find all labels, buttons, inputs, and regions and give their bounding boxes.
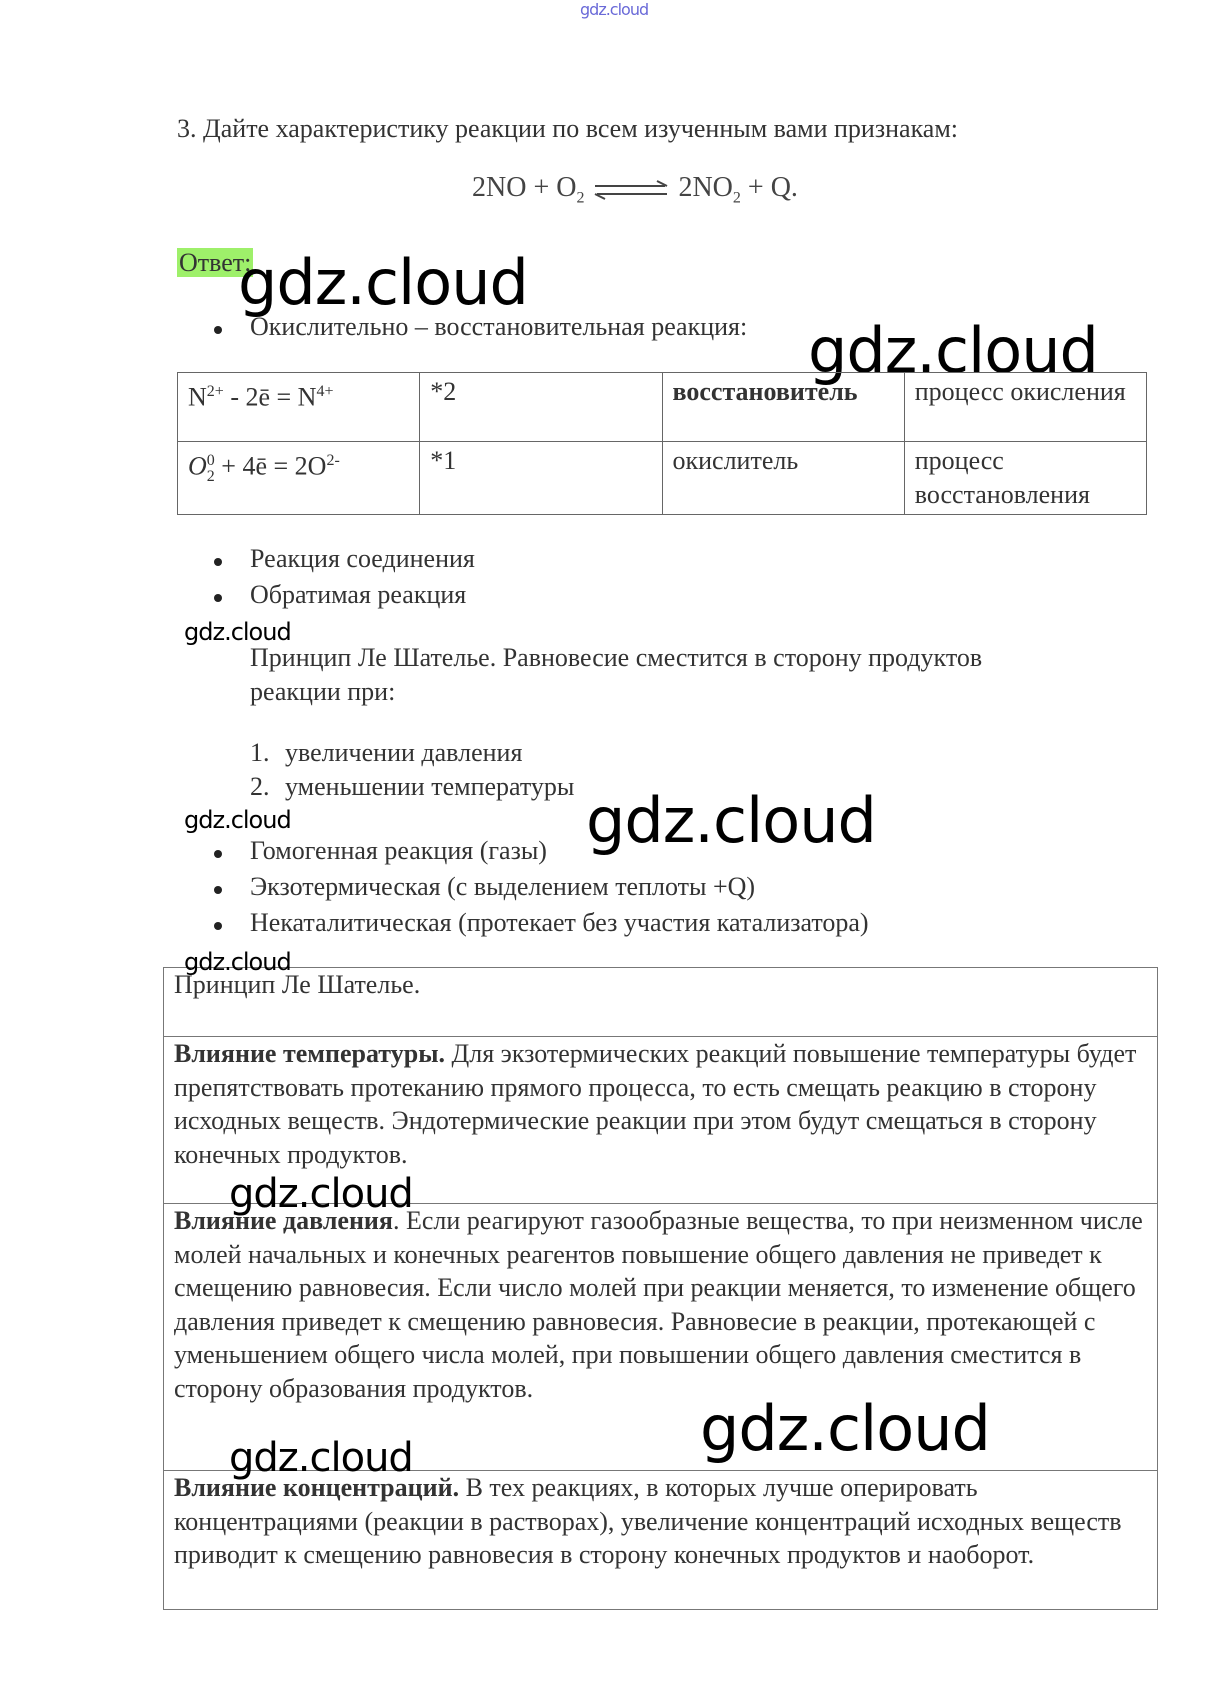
eq-sub2: 2 <box>732 189 741 207</box>
watermark: gdz.cloud <box>184 806 291 834</box>
box-title: Принцип Ле Шателье. <box>164 968 1158 1037</box>
bullet-icon <box>214 922 222 930</box>
watermark: gdz.cloud <box>184 618 291 646</box>
watermark: gdz.cloud <box>586 784 876 857</box>
bullet-item: Экзотермическая (с выделением теплоты +Q) <box>250 872 756 901</box>
answer-highlight: Ответ: <box>179 248 252 277</box>
bullet-icon <box>214 326 222 334</box>
le-chatelier-box <box>163 967 1158 1610</box>
table-row <box>178 442 1147 515</box>
reversible-arrow-icon <box>591 178 671 202</box>
cell-equation: $O^0_2$ + 4ē = $2O^{2-}$ <box>178 442 420 515</box>
bullet-item: Гомогенная реакция (газы) <box>250 836 547 865</box>
reaction-equation <box>472 172 798 208</box>
eq-right: 2NO <box>678 172 733 203</box>
le-chatelier-line1: Принцип Ле Шателье. Равновесие сместится в сторону продуктов <box>250 643 983 672</box>
watermark-top: gdz.cloud <box>580 0 649 19</box>
bullet-icon <box>214 558 222 566</box>
question-text: 3. Дайте характеристику реакции по всем изученным вами признакам: <box>177 114 959 143</box>
numbered-number: 1. <box>250 738 270 767</box>
cell-factor: *1 <box>420 442 662 515</box>
bullet-icon <box>214 886 222 894</box>
watermark: gdz.cloud <box>808 314 1098 387</box>
numbered-item: увеличении давления <box>285 738 523 767</box>
watermark: gdz.cloud <box>184 948 291 976</box>
bullet-icon <box>214 850 222 858</box>
bullet-icon <box>214 594 222 602</box>
cell-process: процесс окисления <box>904 373 1146 442</box>
watermark: gdz.cloud <box>229 1171 413 1217</box>
box-row <box>164 1204 1158 1471</box>
numbered-number: 2. <box>250 772 270 801</box>
redox-table <box>177 372 1147 515</box>
cell-role: восстановитель <box>662 373 904 442</box>
cell-process: процесс восстановления <box>904 442 1146 515</box>
bullet-item: Реакция соединения <box>250 544 475 573</box>
eq-tail: + Q. <box>740 172 798 203</box>
bullet-item: Некаталитическая (протекает без участия катализатора) <box>250 908 869 937</box>
cell-factor: *2 <box>420 373 662 442</box>
numbered-item: уменьшении температуры <box>285 772 575 801</box>
box-row <box>164 968 1158 1037</box>
eq-left: 2NO + O <box>472 172 577 203</box>
box-pressure: Влияние давления. Если реагируют газообразные вещества, то при неизменном числе молей начальных и конечных реагентов повышение общего давления не приведет к смещению равновесия. Если число молей при реакции меняется, то изменение общего давления приведет к смещению равновесия. Равновесие в реакции, протекающей с уменьшением общего числа молей, при повышении общего давления сместится в сторону образования продуктов. <box>164 1204 1158 1471</box>
bullet-redox: Окислительно – восстановительная реакция: <box>250 312 748 341</box>
watermark: gdz.cloud <box>700 1392 990 1465</box>
box-temperature: Влияние температуры. Для экзотермических реакций повышение температуры будет препятствовать протеканию прямого процесса, то есть смещать реакцию в сторону исходных веществ. Эндотермические реакции при этом будут смещаться в сторону конечных продуктов. <box>164 1037 1158 1204</box>
watermark: gdz.cloud <box>229 1435 413 1481</box>
le-chatelier-line2: реакции при: <box>250 677 396 706</box>
table-row <box>178 373 1147 442</box>
bullet-item: Обратимая реакция <box>250 580 467 609</box>
box-row <box>164 1471 1158 1610</box>
cell-role: окислитель <box>662 442 904 515</box>
eq-sub: 2 <box>576 189 585 207</box>
watermark: gdz.cloud <box>238 246 528 319</box>
cell-equation: $N^{2+}$ - 2ē = $N^{4+}$ <box>178 373 420 442</box>
box-concentration: Влияние концентраций. В тех реакциях, в которых лучше оперировать концентрациями (реакции в растворах), увеличение концентраций исходных веществ приводит к смещению равновесия в сторону конечных продуктов и наоборот. <box>164 1471 1158 1610</box>
